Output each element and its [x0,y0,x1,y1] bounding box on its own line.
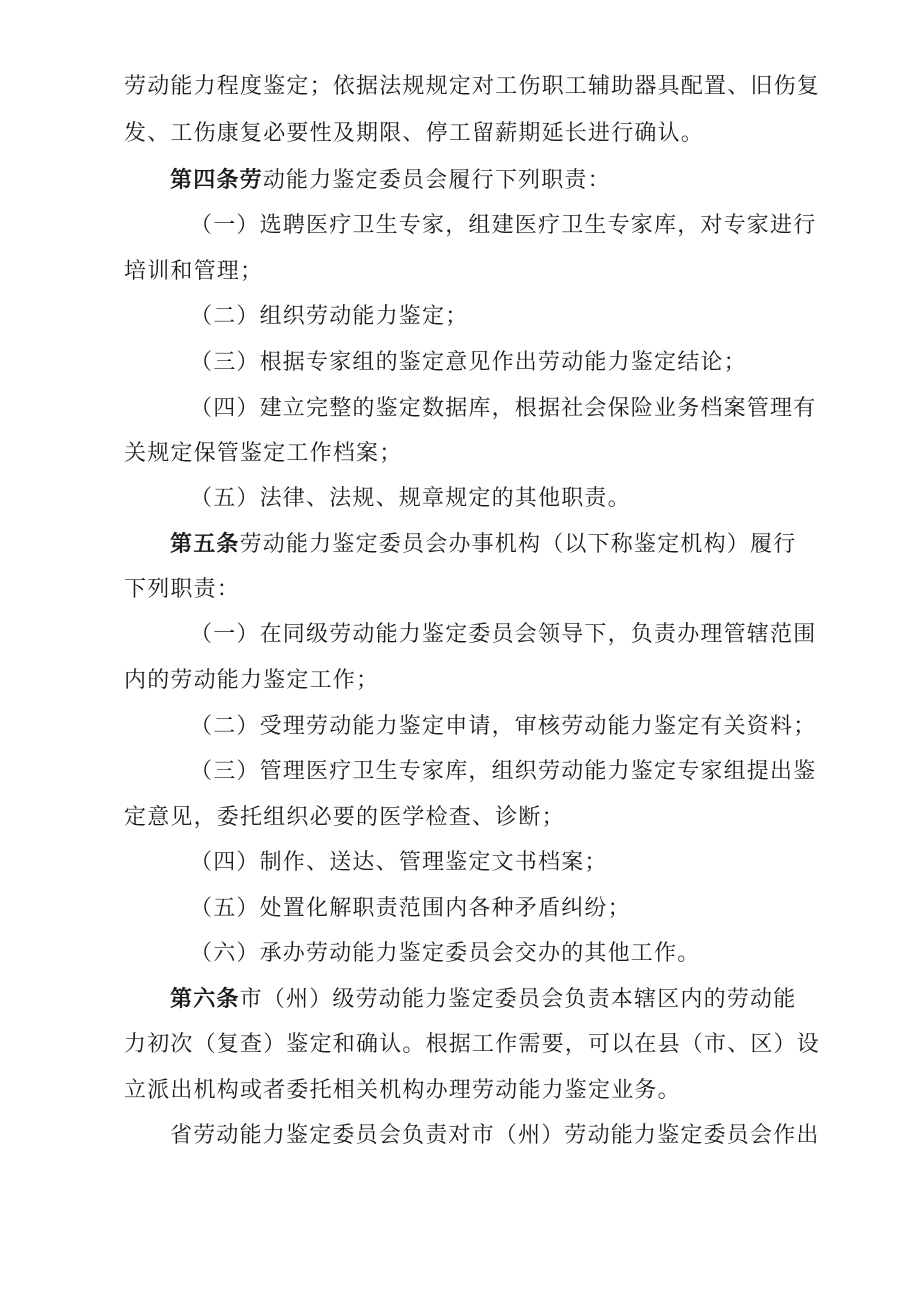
text-line [190,712,816,742]
line-text: （一）在同级劳动能力鉴定委员会领导下，负责办理管辖范围 [190,622,817,647]
text-line [190,302,468,332]
text-line [124,72,820,102]
line-text: （五）处置化解职责范围内各种矛盾纠纷； [190,896,631,921]
text-line [190,211,816,241]
line-text: 关规定保管鉴定工作档案； [124,441,403,466]
line-text: （四）制作、送达、管理鉴定文书档案； [190,850,608,875]
text-line [170,530,796,560]
text-line [170,166,611,196]
line-text: 内的劳动能力鉴定工作； [124,668,380,693]
line-text: （二）组织劳动能力鉴定； [190,304,469,329]
line-text: 省劳动能力鉴定委员会负责对市（州）劳动能力鉴定委员会作出 [170,1123,820,1148]
text-line [124,803,565,833]
line-text: （六）承办劳动能力鉴定委员会交办的其他工作。 [190,941,701,966]
text-line [190,394,816,424]
text-line [190,894,631,924]
line-text: 劳动能力程度鉴定；依据法规规定对工伤职工辅助器具配置、旧伤复 [124,74,821,99]
line-text: 立派出机构或者委托相关机构办理劳动能力鉴定业务。 [124,1078,681,1103]
line-text: （三）管理医疗卫生专家库，组织劳动能力鉴定专家组提出鉴 [190,759,817,784]
text-line [170,985,796,1015]
article-heading: 第五条 [170,532,240,557]
line-text: （一）选聘医疗卫生专家，组建医疗卫生专家库，对专家进行 [190,213,817,238]
text-line [190,939,700,969]
text-line [190,757,816,787]
article-heading: 第四条劳 [170,168,263,193]
line-text: 培训和管理； [124,259,264,284]
text-line [124,439,402,469]
line-text: 发、工伤康复必要性及期限、停工留薪期延长进行确认。 [124,121,705,146]
line-text: 市（州）级劳动能力鉴定委员会负责本辖区内的劳动能 [239,987,797,1012]
line-text: 力初次（复查）鉴定和确认。根据工作需要，可以在县（市、区）设 [124,1032,821,1057]
text-line [190,848,608,878]
text-line [124,119,704,149]
text-line [190,484,631,514]
line-text: 动能力鉴定委员会履行下列职责： [262,168,611,193]
text-line [124,575,240,605]
line-text: 下列职责： [124,577,241,602]
text-line [124,1076,681,1106]
line-text: （二）受理劳动能力鉴定申请，审核劳动能力鉴定有关资料； [190,714,817,739]
line-text: （五）法律、法规、规章规定的其他职责。 [190,486,631,511]
text-line [170,1121,820,1151]
text-line [190,620,816,650]
line-text: （四）建立完整的鉴定数据库，根据社会保险业务档案管理有 [190,396,817,421]
line-text: （三）根据专家组的鉴定意见作出劳动能力鉴定结论； [190,350,747,375]
article-heading: 第六条 [170,987,240,1012]
text-line [124,257,263,287]
line-text: 劳动能力鉴定委员会办事机构（以下称鉴定机构）履行 [239,532,797,557]
text-line [124,1030,820,1060]
line-text: 定意见，委托组织必要的医学检查、诊断； [124,805,565,830]
text-line [190,348,747,378]
text-line [124,666,379,696]
